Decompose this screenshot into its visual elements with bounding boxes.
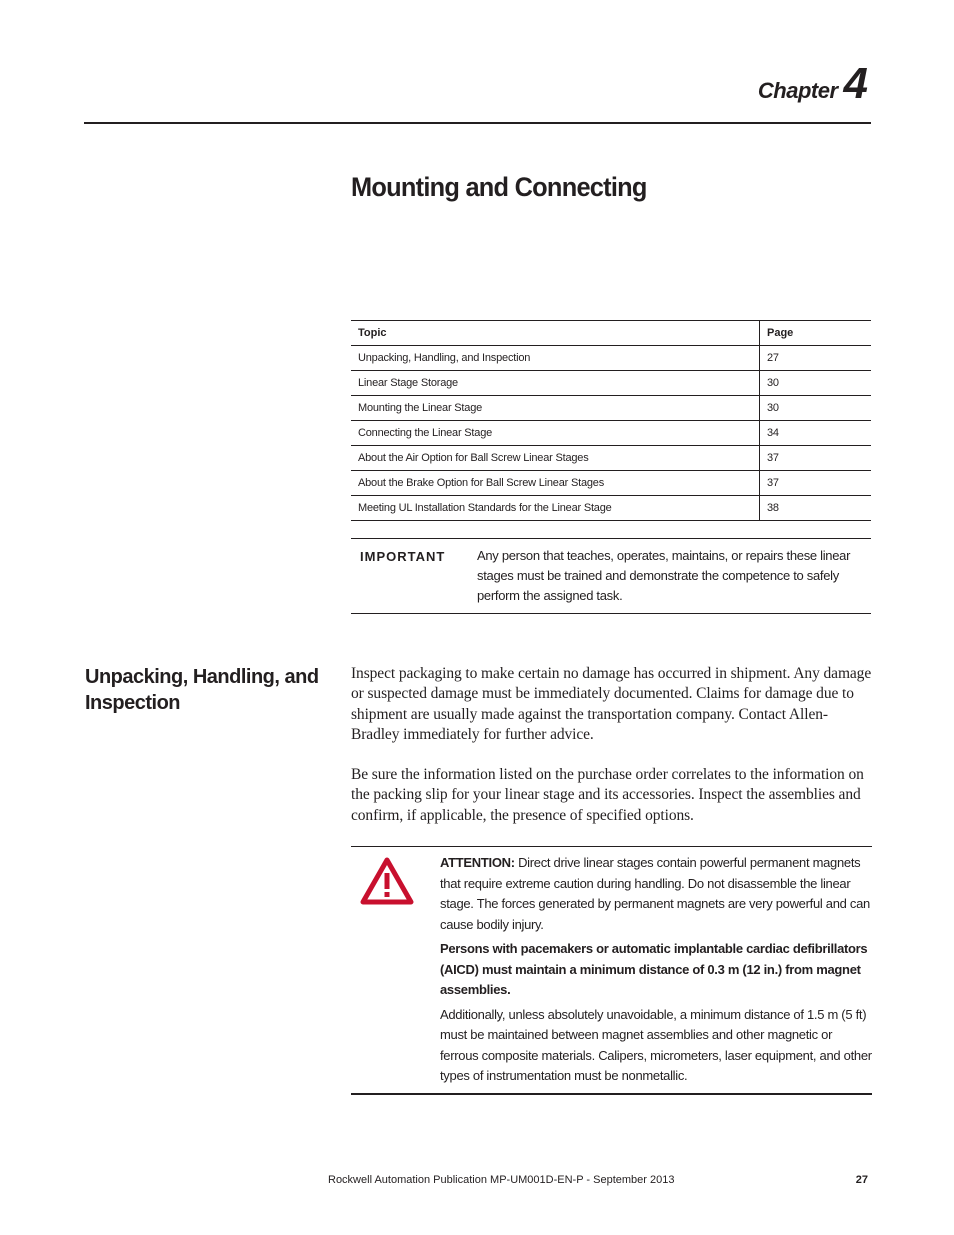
table-header-row (351, 321, 871, 346)
table-cell-topic: Unpacking, Handling, and Inspection (351, 346, 760, 371)
attention-notice (351, 846, 872, 1095)
warning-triangle-icon (360, 857, 414, 905)
attention-text: Additionally, unless absolutely unavoidable, a minimum distance of 1.5 m (5 ft) must be maintained between magnet assemblies and other magnetic or ferrous composite materials. Calipers, micrometers, laser equipment, and other types of instrumentation must be nonmetallic. (440, 1006, 872, 1083)
table-cell-topic: Meeting UL Installation Standards for the Linear Stage (351, 496, 760, 521)
chapter-divider (84, 122, 871, 124)
table-row (351, 421, 871, 446)
footer-publication: Rockwell Automation Publication MP-UM001D-EN-P - September 2013 (328, 1174, 675, 1186)
attention-body (440, 853, 872, 1091)
table-cell-page: 37 (760, 471, 872, 496)
important-notice (351, 538, 871, 614)
attention-paragraph (440, 853, 872, 935)
table-cell-page: 38 (760, 496, 872, 521)
attention-label: ATTENTION: (440, 855, 515, 870)
chapter-number: 4 (843, 59, 868, 108)
table-cell-page: 30 (760, 396, 872, 421)
attention-paragraph (440, 1005, 872, 1087)
body-paragraph: Be sure the information listed on the purchase order correlates to the information on the packing slip for your linear stage and its accessories. Inspect the assemblies and confirm, if applicable, the presence of specified options. (351, 766, 864, 824)
body-paragraph: Inspect packaging to make certain no damage has occurred in shipment. Any damage or suspected damage must be immediately documented. Claims for damage due to shipment are usually made against the transportation company. Contact Allen-Bradley immediately for further advice. (351, 665, 872, 743)
table-row (351, 446, 871, 471)
table-cell-page: 27 (760, 346, 872, 371)
table-row (351, 346, 871, 371)
important-text: Any person that teaches, operates, maintains, or repairs these linear stages must be trained and demonstrate the competence to safely perform the assigned task. (477, 548, 851, 603)
attention-text: Direct drive linear stages contain powerful permanent magnets that require extreme caution during handling. Do not disassemble the linear stage. The forces generated by permanent magnets are very powerful and can cause bodily injury. (440, 855, 870, 932)
chapter-heading (757, 59, 868, 108)
table-cell-page: 34 (760, 421, 872, 446)
chapter-label: Chapter (757, 78, 838, 103)
topic-table (351, 320, 871, 521)
important-label: IMPORTANT (360, 549, 446, 564)
attention-paragraph (440, 939, 872, 1001)
table-cell-topic: About the Air Option for Ball Screw Linear Stages (351, 446, 760, 471)
table-cell-topic: About the Brake Option for Ball Screw Linear Stages (351, 471, 760, 496)
footer-page-number: 27 (855, 1174, 868, 1186)
table-header-topic: Topic (351, 321, 760, 346)
attention-warning-bold: Persons with pacemakers or automatic implantable cardiac defibrillators (AICD) must maintain a minimum distance of 0.3 m (12 in.) from magnet assemblies. (440, 941, 868, 997)
table-cell-topic: Mounting the Linear Stage (351, 396, 760, 421)
table-cell-page: 37 (760, 446, 872, 471)
page-title: Mounting and Connecting (351, 172, 647, 202)
table-cell-topic: Linear Stage Storage (351, 371, 760, 396)
table-row (351, 371, 871, 396)
table-cell-page: 30 (760, 371, 872, 396)
table-row (351, 396, 871, 421)
table-cell-topic: Connecting the Linear Stage (351, 421, 760, 446)
table-row (351, 471, 871, 496)
table-header-page: Page (760, 321, 872, 346)
section-heading: Unpacking, Handling, and Inspection (85, 666, 319, 714)
table-row (351, 496, 871, 521)
